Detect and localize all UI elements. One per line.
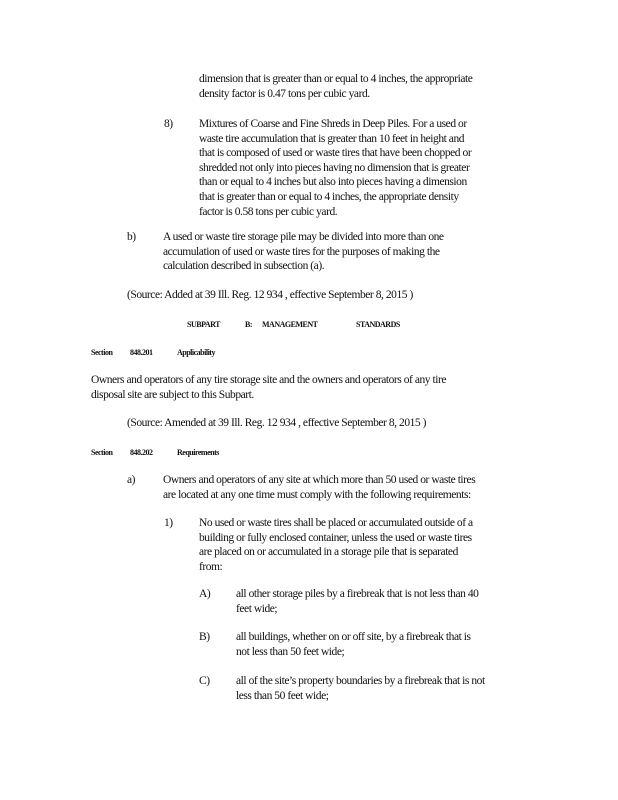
- itemC-text: [236, 674, 536, 703]
- itemA-marker: A): [199, 588, 211, 600]
- item8-line: Mixtures of Coarse and Fine Shreds in Deep Piles. For a used or: [199, 118, 467, 130]
- itemC-line: all of the site’s property boundaries by a firebreak that is not: [236, 675, 485, 687]
- subsection-b-line: calculation described in subsection (a).: [163, 260, 325, 273]
- item1-line: are placed on or accumulated in a storage pile that is separated: [199, 546, 458, 559]
- item8-line: waste tire accumulation that is greater than 10 feet in height and: [199, 132, 465, 145]
- section-title: Applicability: [177, 348, 215, 357]
- item7-continuation: [199, 72, 529, 101]
- applicability-paragraph: [91, 373, 511, 402]
- subpart-title: STANDARDS: [356, 320, 400, 329]
- item1-marker: 1): [164, 517, 173, 529]
- item7-line: dimension that is greater than or equal to 4 inches, the appropriate: [199, 73, 473, 85]
- section-title: Requirements: [177, 448, 219, 457]
- subsection-a-marker: a): [127, 474, 136, 486]
- itemA-line: all other storage piles by a firebreak that is not less than 40: [236, 588, 479, 600]
- itemB-line: all buildings, whether on or off site, by a firebreak that is: [236, 631, 471, 643]
- itemC-line: less than 50 feet wide;: [236, 689, 329, 702]
- item1-line: from:: [199, 560, 223, 573]
- itemA-line: feet wide;: [236, 602, 278, 615]
- itemA-text: [236, 587, 536, 616]
- item7-line: density factor is 0.47 tons per cubic yard.: [199, 87, 370, 100]
- item1-text: [199, 516, 529, 574]
- subpart-label: SUBPART: [187, 320, 220, 329]
- source-note: (Source: Amended at 39 Ill. Reg. 12 934 , effective September 8, 2015 ): [127, 417, 427, 429]
- subsection-a-text: [163, 473, 533, 502]
- subpart-letter: B:: [245, 320, 252, 329]
- subsection-b-text: [163, 230, 503, 274]
- source-note: (Source: Added at 39 Ill. Reg. 12 934 , effective September 8, 2015 ): [127, 289, 413, 301]
- itemB-line: not less than 50 feet wide;: [236, 645, 345, 658]
- subsection-a-line: Owners and operators of any site at which more than 50 used or waste tires: [163, 474, 476, 486]
- subpart-title: MANAGEMENT: [262, 320, 318, 329]
- applicability-line: disposal site are subject to this Subpart.: [91, 388, 254, 401]
- subsection-b-line: accumulation of used or waste tires for the purposes of making the: [163, 245, 440, 258]
- subsection-a-line: are located at any one time must comply with the following requirements:: [163, 488, 471, 501]
- subsection-b-marker: b): [127, 231, 136, 243]
- itemC-marker: C): [199, 675, 210, 687]
- item8-marker: 8): [164, 118, 173, 130]
- itemB-text: [236, 630, 536, 659]
- item8-line: than or equal to 4 inches but also into pieces having a dimension: [199, 176, 467, 189]
- item8-line: shredded not only into pieces having no dimension that is greater: [199, 161, 470, 174]
- item1-line: building or fully enclosed container, unless the used or waste tires: [199, 531, 472, 544]
- item1-line: No used or waste tires shall be placed or accumulated outside of a: [199, 517, 473, 529]
- item8-line: that is greater than or equal to 4 inches, the appropriate density: [199, 190, 459, 203]
- section-label: Section: [91, 348, 113, 357]
- section-label: Section: [91, 448, 113, 457]
- applicability-line: Owners and operators of any tire storage site and the owners and operators of any tire: [91, 374, 447, 386]
- item8-line: factor is 0.58 tons per cubic yard.: [199, 205, 338, 218]
- section-number: 848.201: [130, 348, 153, 357]
- itemB-marker: B): [199, 631, 210, 643]
- subsection-b-line: A used or waste tire storage pile may be divided into more than one: [163, 231, 444, 243]
- item8-text: [199, 117, 529, 219]
- item8-line: that is composed of used or waste tires that have been chopped or: [199, 147, 472, 160]
- section-number: 848.202: [130, 448, 153, 457]
